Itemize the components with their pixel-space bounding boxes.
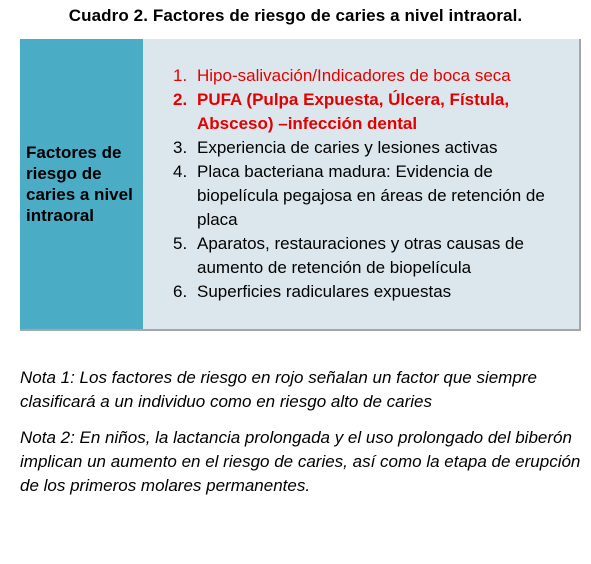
list-item-number: 6. (173, 282, 188, 301)
table-header-label: Factores de riesgo de caries a nivel intraoral (26, 143, 133, 225)
list-item-number: 5. (173, 234, 188, 253)
table-header-cell (20, 39, 143, 329)
list-item-text: Aparatos, restauraciones y otras causas de aumento de retención de biopelícula (197, 234, 524, 277)
note-1: Nota 1: Los factores de riesgo en rojo señalan un factor que siempre clasificará a un individuo como en riesgo alto de caries (20, 368, 537, 411)
list-item (173, 232, 575, 280)
risk-factor-list (173, 64, 575, 304)
list-item-text: Superficies radiculares expuestas (197, 282, 452, 301)
list-item (173, 280, 575, 304)
list-item-number: 2. (173, 90, 188, 109)
list-item (173, 136, 575, 160)
list-item-text: Hipo-salivación/Indicadores de boca seca (197, 66, 511, 85)
notes-section (20, 366, 585, 510)
document-title: Cuadro 2. Factores de riesgo de caries a nivel intraoral. (68, 6, 523, 25)
list-item-text: Experiencia de caries y lesiones activas (197, 138, 498, 157)
list-item-number: 1. (173, 66, 188, 85)
list-item-text: PUFA (Pulpa Expuesta, Úlcera, Fístula, Absceso) –infección dental (197, 90, 510, 133)
list-item (173, 64, 575, 88)
note-2: Nota 2: En niños, la lactancia prolongada y el uso prolongado del biberón implican un aumento en el riesgo de caries, así como la etapa de erupción de los primeros molares permanentes. (20, 428, 581, 495)
list-item-number: 3. (173, 138, 188, 157)
list-item (173, 160, 575, 232)
risk-factors-table (20, 39, 581, 331)
list-item-text: Placa bacteriana madura: Evidencia de biopelícula pegajosa en áreas de retención de placa (197, 162, 545, 229)
table-body-cell (143, 39, 579, 329)
list-item (173, 88, 575, 136)
list-item-number: 4. (173, 162, 188, 181)
